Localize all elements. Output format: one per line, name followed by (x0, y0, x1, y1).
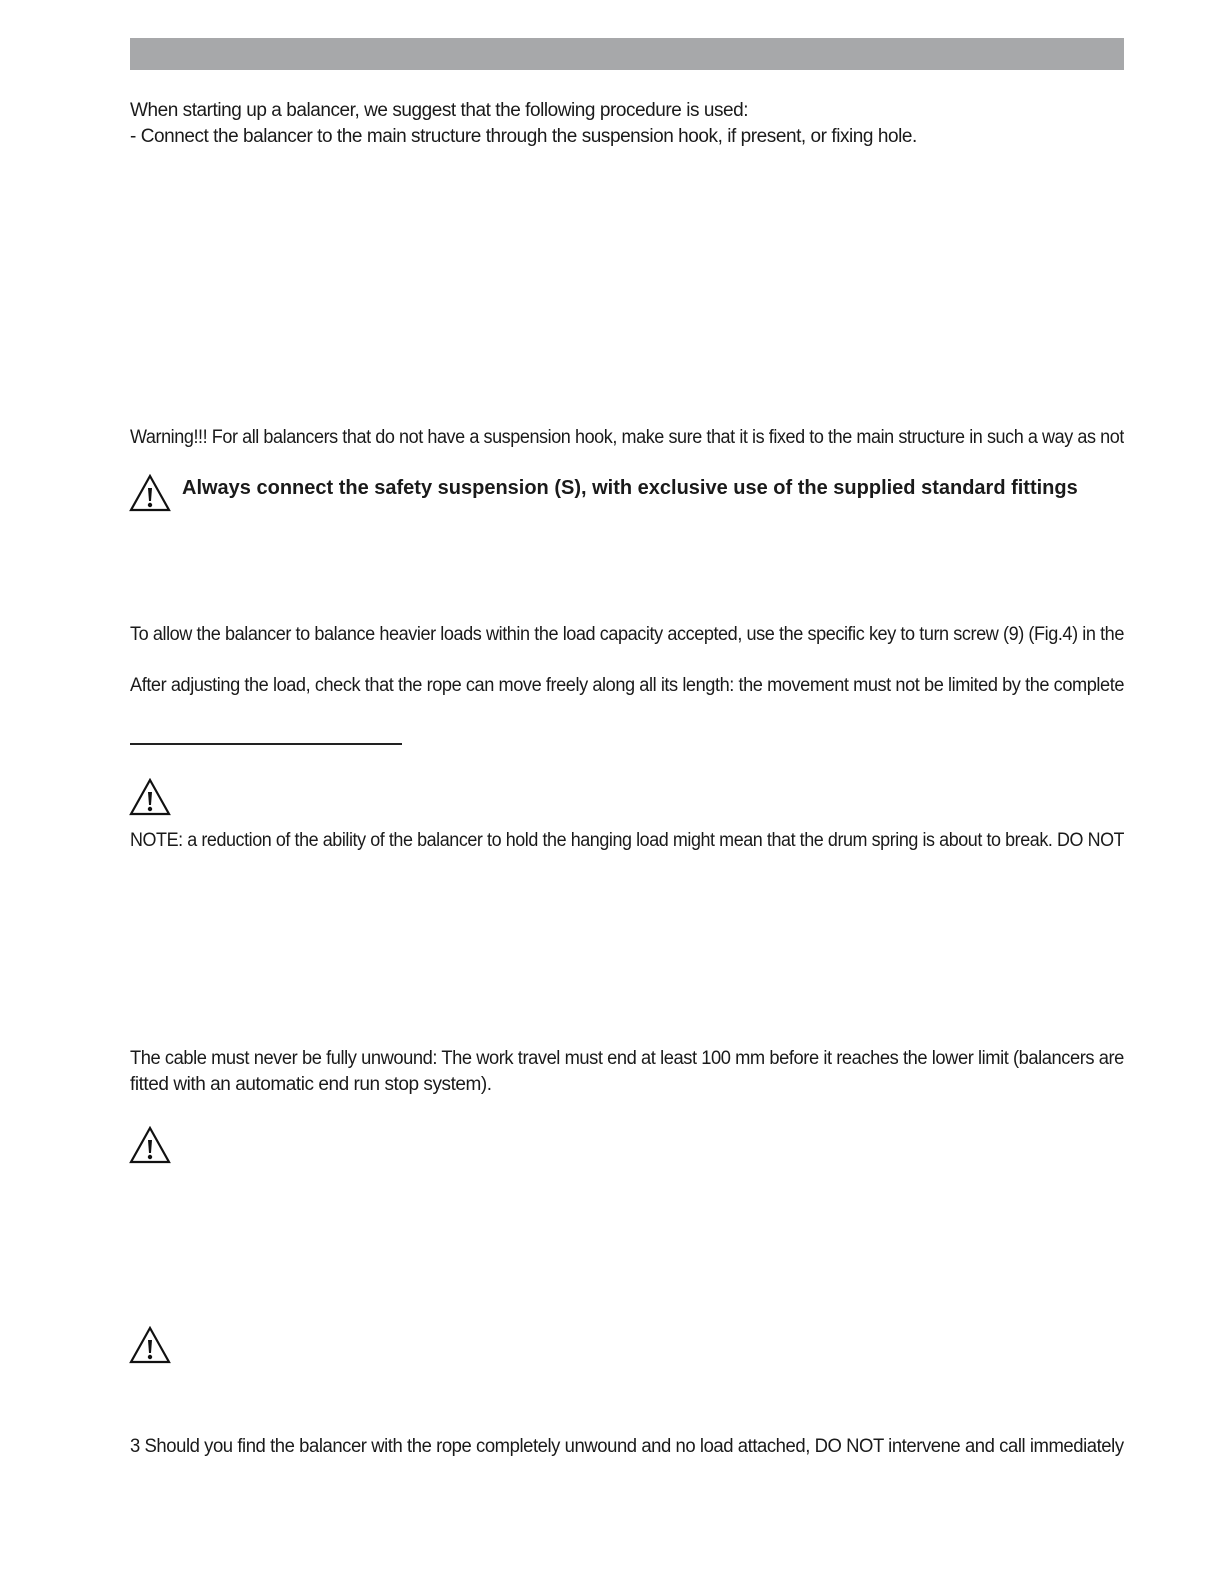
section-header-bar (130, 38, 1124, 70)
warning-hook-text: Warning!!! For all balancers that do not have a suspension hook, make sure that it is fixed to the main structure in such a way as not (130, 427, 1124, 448)
cable-warning-line-2: fitted with an automatic end run stop system). (130, 1074, 492, 1095)
item-3-unwound-rope: 3 Should you find the balancer with the rope completely unwound and no load attached, DO NOT intervene and call immediately (130, 1436, 1124, 1457)
warning-triangle-icon (129, 1126, 171, 1164)
warning-triangle-icon (129, 474, 171, 512)
note-drum-spring: NOTE: a reduction of the ability of the balancer to hold the hanging load might mean that the drum spring is about to break. DO NOT (130, 830, 1125, 851)
cable-warning-line-1: The cable must never be fully unwound: The work travel must end at least 100 mm before it reaches the lower limit (balancers are (130, 1048, 1124, 1069)
warning-triangle-icon (129, 1326, 171, 1364)
safety-suspension-notice: Always connect the safety suspension (S), with exclusive use of the supplied standard fittings (182, 477, 1078, 499)
warning-triangle-icon (129, 778, 171, 816)
adjust-load-line-2: After adjusting the load, check that the rope can move freely along all its length: the movement must not be limited by the complete (130, 675, 1124, 696)
intro-line-2: - Connect the balancer to the main structure through the suspension hook, if present, or fixing hole. (130, 126, 917, 147)
adjust-load-line-1: To allow the balancer to balance heavier loads within the load capacity accepted, use the specific key to turn screw (9) (Fig.4) in the (130, 624, 1124, 645)
section-divider (130, 743, 402, 745)
intro-line-1: When starting up a balancer, we suggest that the following procedure is used: (130, 100, 749, 121)
